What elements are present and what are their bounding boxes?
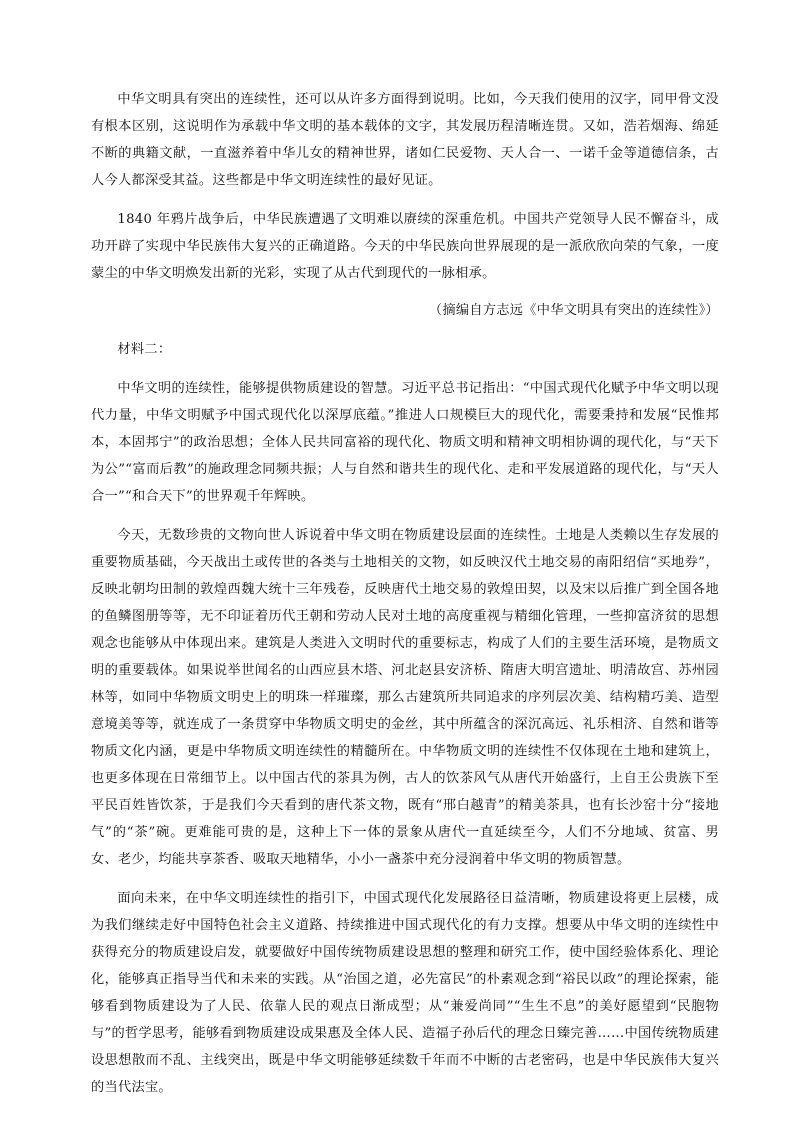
paragraph-2: 1840 年鸦片战争后，中华民族遭遇了文明难以赓续的深重危机。中国共产党领导人民不懈奋斗，成功开辟了实现中华民族伟大复兴的正确道路。今天的中华民族向世界展现的是一派欣欣向荣的气象，一度蒙尘的中华文明焕发出新的光彩，实现了从古代到现代的一脉相承。 — [91, 212, 719, 281]
document-page — [91, 86, 719, 1113]
material-label: 材料二： — [117, 342, 172, 357]
source-citation: （摘编自方志远《中华文明具有突出的连续性》） — [428, 303, 719, 318]
paragraph-3: 中华文明的连续性，能够提供物质建设的智慧。习近平总书记指出：“中国式现代化赋予中华文明以现代力量，中华文明赋予中国式现代化以深厚底蕴。”推进人口规模巨大的现代化，需要秉持和发展“民惟邦本，本固邦宁”的政治思想；全体人民共同富裕的现代化、物质文明和精神文明相协调的现代化，与“天下为公”“富而后教”的施政理念同频共振；人与自然和谐共生的现代化、走和平发展道路的现代化，与“天人合一”“和合天下”的世界观千年辉映。 — [91, 381, 719, 504]
paragraph-1: 中华文明具有突出的连续性，还可以从许多方面得到说明。比如，今天我们使用的汉字，同甲骨文没有根本区别，这说明作为承载中华文明的基本载体的文字，其发展历程清晰连贯。又如，浩若烟海、绵延不断的典籍文献，一直滋养着中华儿女的精神世界，诸如仁民爱物、天人合一、一诺千金等道德信条，古人今人都深受其益。这些都是中华文明连续性的最好见证。 — [91, 92, 719, 188]
paragraph-5: 面向未来，在中华文明连续性的指引下，中国式现代化发展路径日益清晰，物质建设将更上层楼，成为我们继续走好中国特色社会主义道路、持续推进中国式现代化的有力支撑。想要从中华文明的连续性中获得充分的物质建设启发，就要做好中国传统物质建设思想的整理和研究工作，使中国经验体系化、理论化，能够真正指导当代和未来的实践。从“治国之道，必先富民”的朴素观念到“裕民以政”的理论探索，能够看到物质建设为了人民、依靠人民的观点日渐成型；从“兼爱尚同”“生生不息”的美好愿望到“民胞物与”的哲学思考，能够看到物质建设成果惠及全体人民、造福子孙后代的理念日臻完善……中国传统物质建设思想散而不乱、主线突出，既是中华文明能够延续数千年而不中断的古老密码，也是中华民族伟大复兴的当代法宝。 — [91, 891, 719, 1095]
paragraph-4: 今天，无数珍贵的文物向世人诉说着中华文明在物质建设层面的连续性。土地是人类赖以生存发展的重要物质基础，今天战出土或传世的各类与土地相关的文物，如反映汉代土地交易的南阳绍信“买地券”，反映北朝均田制的敦煌西魏大统十三年残卷，反映唐代土地交易的敦煌田契，以及宋以后推广到全国各地的鱼鳞图册等等，无不印证着历代王朝和劳动人民对土地的高度重视与精细化管理，一些抑富济贫的思想观念也能够从中体现出来。建筑是人类进入文明时代的重要标志，构成了人们的主要生活环境，是物质文明的重要载体。如果说举世闻名的山西应县木塔、河北赵县安济桥、隋唐大明宫遗址、明清故宫、苏州园林等，如同中华物质文明史上的明珠一样璀璨，那么古建筑所共同追求的序列层次美、结构精巧美、造型意境美等等，就连成了一条贯穿中华物质文明史的金丝，其中所蕴含的深沉高远、礼乐相济、自然和谐等物质文化内涵，更是中华物质文明连续性的精髓所在。中华物质文明的连续性不仅体现在土地和建筑上，也更多体现在日常细节上。以中国古代的茶具为例，古人的饮茶风气从唐代开始盛行，上自王公贵族下至平民百姓皆饮茶，于是我们今天看到的唐代茶文物，既有“邢白越青”的精美茶具，也有长沙窑十分“接地气”的“茶”碗。更难能可贵的是，这种上下一体的景象从唐代一直延续至今，人们不分地域、贫富、男女、老少，均能共享茶香、吸取天地精华，小小一盏茶中充分浸润着中华文明的物质智慧。 — [91, 528, 719, 867]
